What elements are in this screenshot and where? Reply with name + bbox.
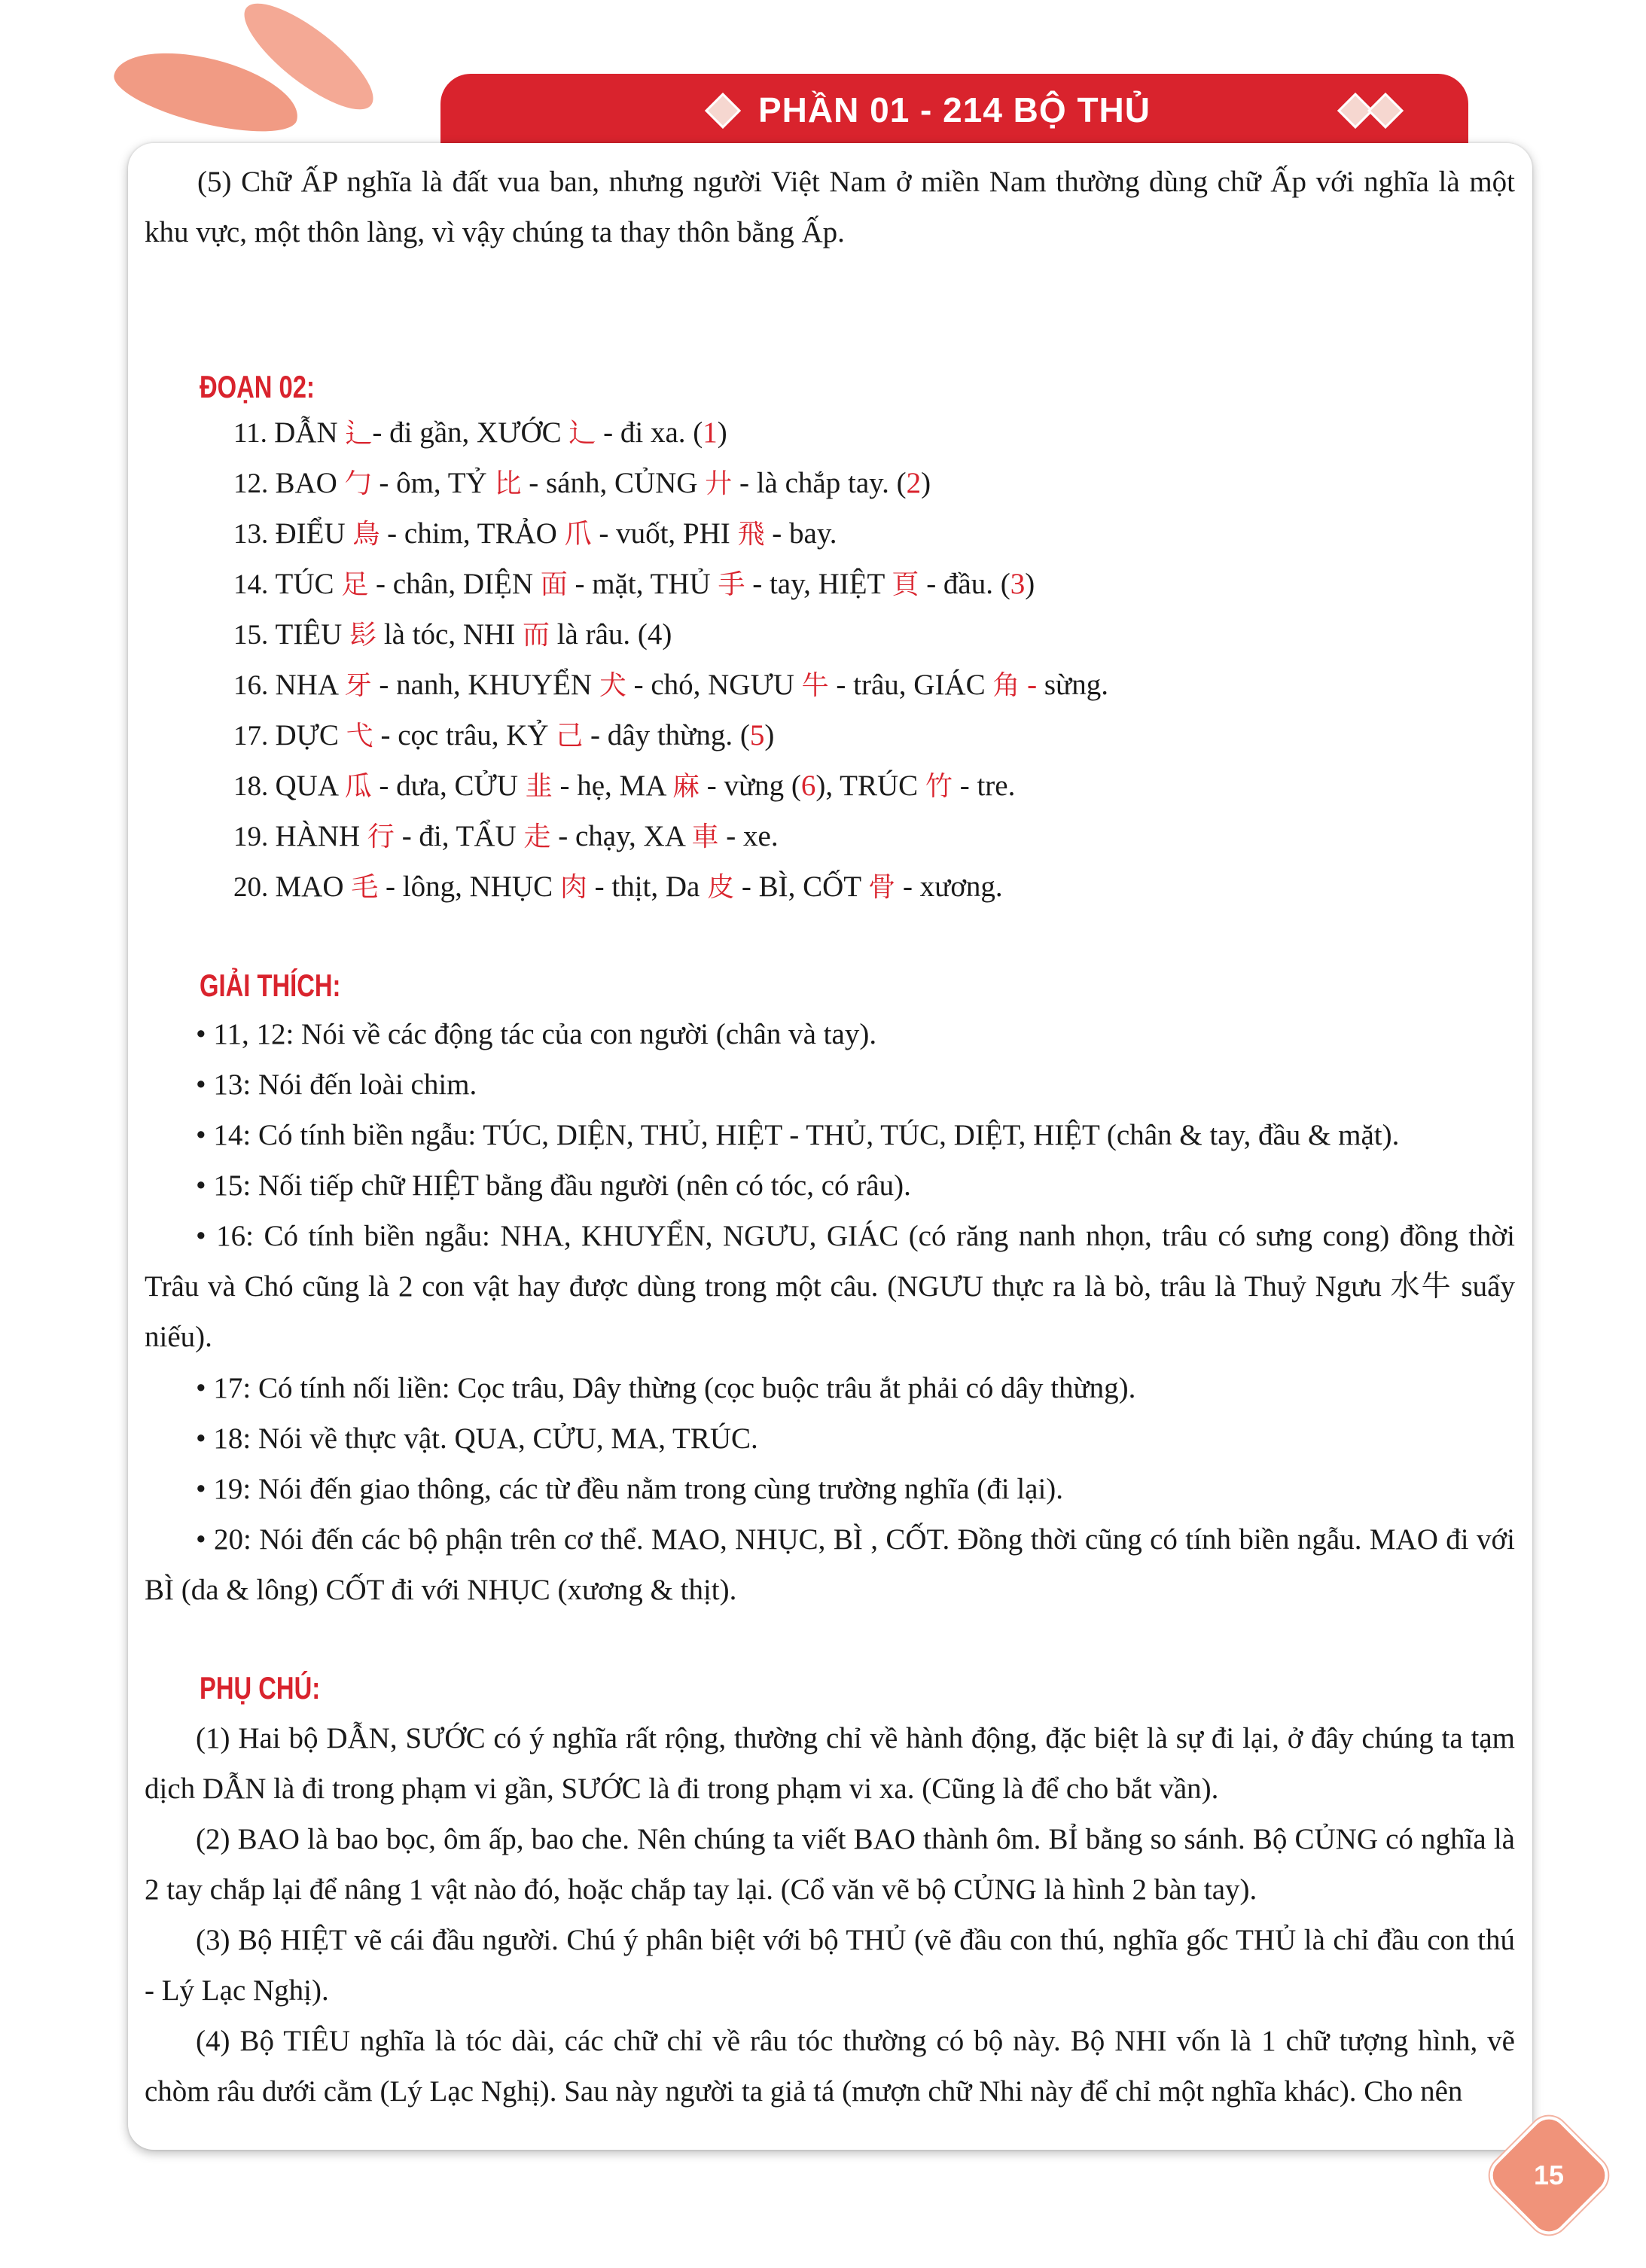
explanation-item: • 15: Nối tiếp chữ HIỆT bằng đầu người (nên có tóc, có râu).: [196, 1169, 911, 1202]
han-character: 鳥: [352, 519, 380, 550]
verse-text: - tre.: [952, 770, 1016, 802]
verse-text: - tay, HIỆT: [745, 568, 892, 600]
han-character: 角: [992, 670, 1020, 701]
verse-number: 12.: [233, 468, 276, 499]
verse-number: 13.: [233, 519, 276, 550]
verse-number: 18.: [233, 771, 276, 802]
explanation-item: • 19: Nói đến giao thông, các từ đều nằm trong cùng trường nghĩa (đi lại).: [196, 1473, 1064, 1505]
explanation-item: • 14: Có tính biền ngẫu: TÚC, DIỆN, THỦ, HIỆT - THỦ, TÚC, DIỆT, HIỆT (chân & tay, đầu & mặt).: [196, 1119, 1400, 1151]
footnote-ref: 5: [749, 719, 765, 751]
heading-giai-thich: GIẢI THÍCH:: [200, 968, 341, 1003]
verse-number: 20.: [233, 872, 276, 903]
verse-number: 14.: [233, 569, 276, 600]
han-character: 皮: [707, 872, 735, 903]
verse-text: MAO: [275, 870, 352, 903]
verse-line: [233, 410, 727, 456]
verse-number: 15.: [233, 620, 276, 651]
verse-text: - cọc trâu, KỶ: [373, 719, 556, 751]
han-character: 走: [523, 822, 551, 852]
verse-text: là tóc, NHI: [376, 618, 523, 651]
han-character: 瓜: [344, 771, 372, 802]
verse-line: [233, 612, 672, 658]
han-character: 足: [341, 569, 369, 600]
verse-number: 16.: [233, 670, 276, 701]
verse-text: - đầu. (: [919, 568, 1010, 600]
han-character: ⻍: [345, 418, 373, 449]
verse-line: [233, 764, 1015, 809]
heading-doan-02: ĐOẠN 02:: [200, 369, 315, 404]
han-character: 牛: [801, 670, 829, 701]
footnote-item: (3) Bộ HIỆT vẽ cái đầu người. Chú ý phân biệt với bộ THỦ (vẽ đầu con thú, nghĩa gốc THỦ là chỉ đầu con thú - Lý Lạc Nghị).: [145, 1924, 1515, 2007]
verse-text: ), TRÚC: [815, 770, 925, 802]
footnote-item: (2) BAO là bao bọc, ôm ấp, bao che. Nên chúng ta viết BAO thành ôm. BỈ bằng so sánh. Bộ CỦNG có nghĩa là 2 tay chắp lại để nâng 1 vật nào đó, hoặc chắp tay lại. (Cổ văn vẽ bộ CỦNG là hình 2 bàn tay).: [145, 1823, 1515, 1906]
verse-text: là râu. (4): [549, 618, 672, 651]
han-character: 行: [367, 822, 395, 852]
footnote-ref: 6: [800, 770, 816, 802]
verse-line: [233, 713, 774, 759]
verse-text: - là chắp tay. (: [732, 467, 907, 499]
verse-number: 19.: [233, 822, 276, 852]
explanation-item: • 17: Có tính nối liền: Cọc trâu, Dây thừng (cọc buộc trâu ắt phải có dây thừng).: [196, 1372, 1136, 1404]
verse-text: sừng.: [1037, 669, 1108, 701]
han-character: 勹: [344, 468, 372, 499]
han-character: 車: [691, 822, 719, 852]
verse-text: - dây thừng. (: [583, 719, 750, 751]
verse-text: - BÌ, CỐT: [734, 870, 869, 903]
han-character: 麻: [672, 771, 700, 802]
verse-text: ): [1025, 568, 1035, 600]
verse-text: - chim, TRẢO: [379, 517, 565, 550]
verse-text: - nanh, KHUYỂN: [371, 669, 599, 701]
verse-text: - hẹ, MA: [552, 770, 672, 802]
verse-text: HÀNH: [275, 820, 367, 852]
verse-text: - đi, TẨU: [394, 820, 524, 852]
verse-text: ĐIỂU: [275, 517, 353, 550]
verse-text: ): [764, 719, 775, 751]
han-character: 犬: [599, 670, 626, 701]
verse-line: [233, 562, 1035, 608]
han-character: 面: [540, 569, 568, 600]
han-character: 髟: [349, 620, 377, 651]
page-number: 15: [1533, 2160, 1565, 2190]
han-character: 牙: [344, 670, 372, 701]
intro-note: (5) Chữ ẤP nghĩa là đất vua ban, nhưng người Việt Nam ở miền Nam thường dùng chữ Ấp với nghĩa là một khu vực, một thôn làng, vì vậy chúng ta thay thôn bằng Ấp.: [145, 166, 1515, 248]
footnote-ref: 1: [703, 416, 718, 449]
verse-text: - dưa, CỬU: [371, 770, 526, 802]
han-character: 手: [718, 569, 745, 600]
han-character: 飛: [737, 519, 765, 550]
han-character: 己: [556, 721, 584, 751]
han-character: 比: [494, 468, 522, 499]
han-character: 韭: [525, 771, 553, 802]
verse-text: BAO: [275, 467, 345, 499]
verse-text: - vuốt, PHI: [591, 517, 738, 550]
verse-text: - sánh, CỦNG: [521, 467, 706, 499]
verse-text: QUA: [275, 770, 345, 802]
explanation-item: • 16: Có tính biền ngẫu: NHA, KHUYỂN, NGƯU, GIÁC (có răng nanh nhọn, trâu có sưng cong) đồng thời Trâu và Chó cũng là 2 con vật hay được dùng trong một câu. (NGƯU thực ra là bò, trâu là Thuỷ Ngưu 水牛 suẩy niếu).: [145, 1220, 1515, 1353]
verse-text: - trâu, GIÁC: [828, 669, 993, 701]
han-character: 頁: [892, 569, 919, 600]
han-character: 廾: [705, 468, 733, 499]
han-character: 竹: [925, 771, 953, 802]
verse-text: - thịt, Da: [587, 870, 708, 903]
verse-text: - đi gần, XƯỚC: [372, 416, 569, 449]
verse-text: - bay.: [764, 517, 837, 550]
content-card: [128, 143, 1532, 2150]
verse-text: - ôm, TỶ: [371, 467, 495, 499]
footnote-ref: -: [1020, 669, 1038, 701]
verse-text: - xương.: [895, 870, 1003, 903]
explanation-item: • 13: Nói đến loài chim.: [196, 1068, 477, 1101]
verse-text: - đi xa. (: [596, 416, 703, 449]
han-character: 而: [522, 620, 550, 651]
verse-line: [233, 814, 779, 860]
verse-text: - vừng (: [700, 770, 801, 802]
verse-number: 11.: [233, 418, 275, 449]
verse-line: [233, 663, 1108, 709]
han-character: 弋: [346, 721, 373, 751]
verse-text: - chạy, XA: [550, 820, 692, 852]
verse-line: [233, 864, 1003, 910]
explanation-item: • 20: Nói đến các bộ phận trên cơ thể. MAO, NHỤC, BÌ , CỐT. Đồng thời cũng có tính biền ngẫu. MAO đi với BÌ (da & lông) CỐT đi với NHỤC (xương & thịt).: [145, 1523, 1515, 1606]
verse-text: - lông, NHỤC: [378, 870, 560, 903]
verse-text: DẪN: [274, 416, 346, 449]
verse-line: [233, 461, 931, 507]
verse-line: [233, 511, 837, 557]
footnote-item: (4) Bộ TIÊU nghĩa là tóc dài, các chữ chỉ về râu tóc thường có bộ này. Bộ NHI vốn là 1 chữ tượng hình, vẽ chòm râu dưới cằm (Lý Lạc Nghị). Sau này người ta giả tá (mượn chữ Nhi này để chỉ một nghĩa khác). Cho nên: [145, 2025, 1515, 2108]
verse-text: ): [717, 416, 727, 449]
verse-text: - mặt, THỦ: [567, 568, 718, 600]
han-character: ⻌: [568, 418, 596, 449]
explanation-item: • 11, 12: Nói về các động tác của con người (chân và tay).: [196, 1018, 877, 1050]
verse-text: DỰC: [275, 719, 346, 751]
verse-text: - chó, NGƯU: [626, 669, 802, 701]
verse-text: - chân, DIỆN: [368, 568, 541, 600]
explanation-item: • 18: Nói về thực vật. QUA, CỬU, MA, TRÚC.: [196, 1422, 758, 1455]
footnote-ref: 3: [1010, 568, 1026, 600]
verse-text: ): [921, 467, 931, 499]
han-character: 毛: [351, 872, 379, 903]
footnote-item: (1) Hai bộ DẪN, SƯỚC có ý nghĩa rất rộng, thường chỉ về hành động, đặc biệt là sự đi lại, ở đây chúng ta tạm dịch DẪN là đi trong phạm vi gần, SƯỚC là đi trong phạm vi xa. (Cũng là để cho bắt vần).: [145, 1722, 1515, 1805]
han-character: 骨: [868, 872, 896, 903]
footnote-ref: 2: [906, 467, 922, 499]
header-banner: [440, 74, 1468, 146]
heading-phu-chu: PHỤ CHÚ:: [200, 1670, 321, 1706]
verse-number: 17.: [233, 721, 276, 751]
verse-text: - xe.: [718, 820, 779, 852]
han-character: 肉: [559, 872, 587, 903]
han-character: 爪: [564, 519, 592, 550]
verse-text: NHA: [275, 669, 345, 701]
page-section-title: PHẦN 01 - 214 BỘ THỦ: [757, 90, 1151, 130]
verse-text: TIÊU: [275, 618, 350, 651]
verse-text: TÚC: [275, 568, 342, 600]
